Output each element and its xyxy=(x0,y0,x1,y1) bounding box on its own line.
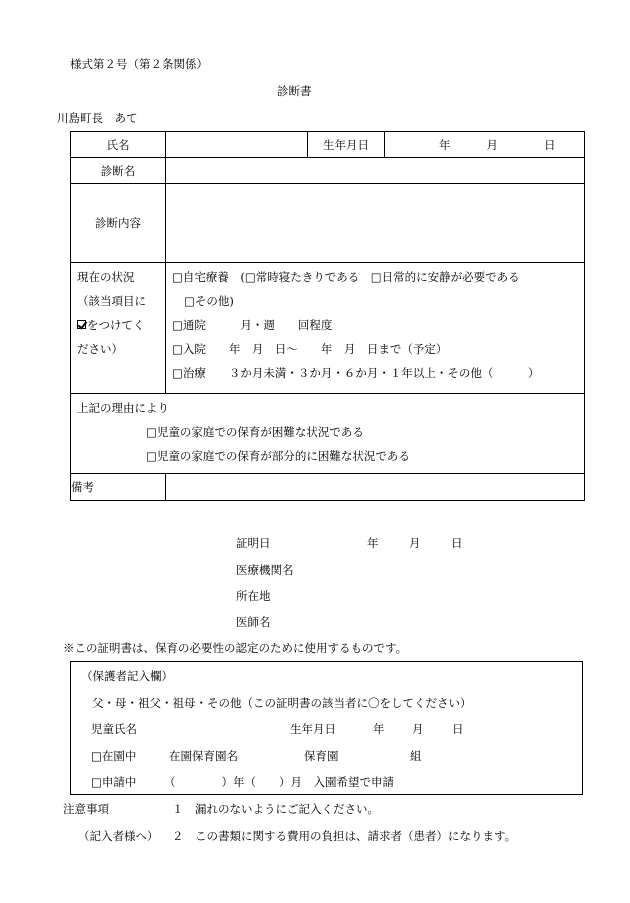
form-number: 様式第２号（第２条関係） xyxy=(70,57,208,71)
status-option-home[interactable]: □自宅療養 (□常時寝たきりである □日常的に安静が必要である xyxy=(172,270,520,284)
reason-label: 上記の理由により xyxy=(77,401,169,415)
dob-day: 日 xyxy=(544,137,556,152)
diagnosis-field[interactable] xyxy=(166,158,585,184)
usage-note: ※この証明書は、保育の必要性の認定のために使用するものです。 xyxy=(63,641,408,655)
child-dob-day: 日 xyxy=(452,722,464,736)
status-option-outpatient[interactable]: □通院 月・週 回程度 xyxy=(172,318,333,332)
guardian-relation[interactable]: 父・母・祖父・祖母・その他（この証明書の該当者に〇をしてください） xyxy=(92,696,472,710)
applying-detail: （ ）年（ ）月 入園希望で申請 xyxy=(164,775,394,789)
status-option-treatment[interactable]: □治療 ３か月未満・３か月・６か月・１年以上・その他（ ） xyxy=(172,366,540,380)
content-label: 診断内容 xyxy=(71,184,166,263)
reason-section xyxy=(71,394,585,474)
dob-field[interactable] xyxy=(385,132,585,158)
guardian-box xyxy=(70,661,583,795)
enrolled-class-suffix: 組 xyxy=(410,749,422,763)
page-title: 診断書 xyxy=(277,84,312,98)
dob-year: 年 xyxy=(439,137,451,152)
notes-prefix2: （記入者様へ） xyxy=(78,829,159,843)
status-options xyxy=(166,263,585,394)
status-label-line: （該当項目に xyxy=(77,294,146,308)
status-label xyxy=(71,263,166,394)
guardian-heading: （保護者記入欄） xyxy=(81,669,173,683)
status-option-home-other[interactable]: □その他) xyxy=(184,294,234,308)
cert-date-month: 月 xyxy=(409,536,421,550)
enrolled-school-label: 在園保育園名 xyxy=(169,749,238,763)
status-label-line: ださい） xyxy=(77,342,123,356)
cert-date-day: 日 xyxy=(451,536,463,550)
checked-box-icon xyxy=(77,320,86,329)
enrolled-checkbox[interactable]: □在園中 xyxy=(91,749,137,763)
diagnosis-table xyxy=(70,131,585,501)
notes-item2: ２ この書類に関する費用の負担は、請求者（患者）になります。 xyxy=(172,829,517,843)
notes-label: 注意事項 xyxy=(63,802,109,816)
reason-option-difficult[interactable]: □児童の家庭での保育が困難な状況である xyxy=(146,425,364,439)
status-label-line: 現在の状況 xyxy=(77,270,135,284)
cert-doctor-label: 医師名 xyxy=(236,615,271,629)
applying-checkbox[interactable]: □申請中 xyxy=(91,775,137,789)
diagnosis-label: 診断名 xyxy=(71,158,166,184)
notes-item1: １ 漏れのないようにご記入ください。 xyxy=(172,802,379,816)
enrolled-school-suffix: 保育園 xyxy=(304,749,339,763)
dob-label: 生年月日 xyxy=(308,132,385,158)
reason-option-partial[interactable]: □児童の家庭での保育が部分的に困難な状況である xyxy=(146,449,410,463)
child-dob-label: 生年月日 xyxy=(290,722,336,736)
child-dob-month: 月 xyxy=(412,722,424,736)
dob-month: 月 xyxy=(486,137,498,152)
child-name-label: 児童氏名 xyxy=(91,722,137,736)
cert-date-year: 年 xyxy=(367,536,379,550)
addressee: 川島町長 あて xyxy=(57,111,138,125)
child-dob-year: 年 xyxy=(373,722,385,736)
status-label-line: をつけてく xyxy=(87,318,145,332)
status-option-inpatient[interactable]: □入院 年 月 日～ 年 月 日まで（予定） xyxy=(172,342,448,356)
cert-institution-label: 医療機関名 xyxy=(236,563,294,577)
name-field[interactable] xyxy=(166,132,308,158)
remarks-field[interactable] xyxy=(166,474,585,501)
remarks-label: 備考 xyxy=(71,474,166,501)
name-label: 氏名 xyxy=(71,132,166,158)
content-field[interactable] xyxy=(166,184,585,263)
cert-address-label: 所在地 xyxy=(236,589,271,603)
cert-date-label: 証明日 xyxy=(236,536,271,550)
